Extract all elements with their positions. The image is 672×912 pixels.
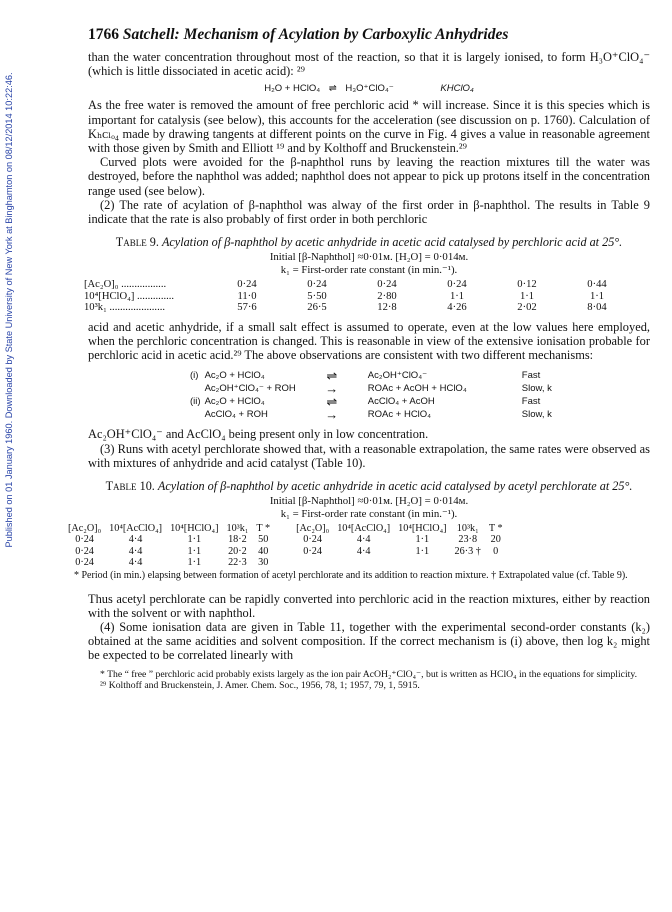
equation-1 <box>88 83 650 94</box>
mechanism-products: ROAc + HClO₄ <box>367 409 432 421</box>
table-cell: 0·24 <box>75 545 94 557</box>
table-cell: 4·4 <box>128 545 143 557</box>
column-header: 10⁴[AcClO₄] <box>337 522 391 534</box>
mechanism-reactants: Ac₂O + HClO₄ <box>204 370 265 382</box>
mechanism-reactants: AcClO₄ + ROH <box>204 409 268 421</box>
page-number: 1766 <box>88 26 119 43</box>
running-header <box>88 26 650 44</box>
paragraph-3: Curved plots were avoided for the β-naphthol runs by leaving the reaction mixtures till the water was destroyed, before the naphthol was added; naphthol does not appear to pick up protons itself in the concentration range used (see below). <box>88 155 650 198</box>
table-cell: 1·1 <box>589 290 605 302</box>
table-cell: 26·3 † <box>454 545 481 557</box>
mechanism-step <box>188 408 554 421</box>
table-cell: 0·24 <box>303 534 322 546</box>
mechanism-products: Ac₂OH⁺ClO₄⁻ <box>367 370 428 382</box>
row-label: [Ac₂O]₀ ................. <box>84 279 167 291</box>
table-row <box>84 279 632 291</box>
paragraph-8: Thus acetyl perchlorate can be rapidly converted into perchloric acid in the reaction mixtures, either by reaction with the solvent or with naphthol. <box>88 591 650 620</box>
table9-caption-text: Acylation of β-naphthol by acetic anhydride in acetic acid catalysed by perchloric acid at 25°. <box>161 235 623 250</box>
table-row <box>64 546 507 557</box>
column-header: [Ac₂O]₀ <box>68 522 102 534</box>
table-cell: 20 <box>490 534 501 546</box>
column-header: 10³k₁ <box>226 522 249 534</box>
paper-page <box>68 26 650 691</box>
table-cell: 1·1 <box>187 545 202 557</box>
row-label: 10⁴[HClO₄] .............. <box>84 290 175 302</box>
mechanism-products: AcClO₄ + AcOH <box>367 396 435 408</box>
table-cell: 4·4 <box>128 534 143 546</box>
table-cell: 8·04 <box>587 302 607 314</box>
mechanism-number: (i) <box>190 370 199 382</box>
table-cell: 0·24 <box>447 279 467 291</box>
footnote-2: ²⁹ Kolthoff and Bruckenstein, J. Amer. Chem. Soc., 1956, 78, 1; 1957, 79, 1, 5915. <box>100 679 420 691</box>
table-cell: 26·5 <box>307 302 327 314</box>
table10-caption <box>88 479 650 493</box>
row-label: 10³k₁ ..................... <box>84 302 166 314</box>
mechanism-reactants: Ac₂OH⁺ClO₄⁻ + ROH <box>204 383 296 395</box>
table-cell: 30 <box>258 556 269 568</box>
running-title: Satchell: Mechanism of Acylation by Carboxylic Anhydrides <box>122 26 509 43</box>
mechanism-number: (ii) <box>190 396 201 408</box>
watermark-text: Published on 01 January 1960. Downloaded by State University of New York at Binghamton on 08/12/2014 10:22:46. <box>4 72 14 548</box>
table-cell: 4·26 <box>447 302 467 314</box>
table-cell: 0·44 <box>587 279 607 291</box>
table9-k-definition: k₁ = First-order rate constant (in min.⁻¹). <box>280 264 458 277</box>
table-cell: 0·12 <box>517 279 537 291</box>
paragraph-1: than the water concentration throughout most of the reaction, so that it is largely ionised, to form H₃O⁺ClO₄⁻ (which is little dissociated in acetic acid): ²⁹ <box>88 50 650 79</box>
table-row <box>84 291 632 303</box>
table-cell: 22·3 <box>228 556 247 568</box>
paragraph-5: acid and acetic anhydride, if a small salt effect is assumed to operate, even at the low values here employed, when the perchloric concentration is changed. This is reasonable in view of the extensive ionisation probable for perchloric acid in acetic acid.²⁹ The above observations are consistent with two different mechanisms: <box>88 319 650 363</box>
column-header: 10⁴[HClO₄] <box>170 522 219 534</box>
eq1-constant: KHClO₄ <box>440 83 474 95</box>
eq1-arrow: ⇌ <box>328 83 337 95</box>
table9-caption <box>88 235 650 249</box>
table-row <box>84 302 632 314</box>
table10-label: Table 10. <box>105 478 155 493</box>
table-cell: 20·2 <box>228 545 247 557</box>
table-cell: 1·1 <box>519 290 535 302</box>
reaction-arrow: → <box>325 407 339 423</box>
table-cell: 4·4 <box>128 556 143 568</box>
paragraph-7: (3) Runs with acetyl perchlorate showed that, with a reasonable extrapolation, the same rates were observed as with mixtures of anhydride and acid catalyst (Table 10). <box>88 441 650 470</box>
table-cell: 57·6 <box>237 302 257 314</box>
column-header: T * <box>256 522 271 534</box>
table-cell: 23·8 <box>458 534 478 546</box>
table-cell: 0 <box>493 545 499 557</box>
table-cell: 1·1 <box>449 290 465 302</box>
table-cell <box>333 557 394 568</box>
mechanism-step <box>188 369 554 382</box>
table9-label: Table 9. <box>115 235 159 250</box>
paragraph-2: As the free water is removed the amount of free perchloric acid * will increase. Since it is this species which is important for catalysis (see below), this accounts for the acceleration (see discussion on p. 1760). Calculation of Kₕᴄₗₒ₄ made by drawing tangents at different points on the curve in Fig. 4 gives a value in reasonable agreement with those given by Smith and Elliott ¹⁹ and by Kolthoff and Bruckenstein.²⁹ <box>88 98 650 156</box>
table-cell: 4·4 <box>356 545 371 557</box>
reaction-arrow: ⇌ <box>326 394 338 410</box>
mechanism-rate-note: Fast <box>521 396 541 408</box>
table-cell: 2·80 <box>377 290 397 302</box>
table-row <box>64 557 507 568</box>
table-cell <box>274 557 333 568</box>
paragraph-4: (2) The rate of acylation of β-naphthol was alway of the first order in β-naphthol. The results in Table 9 indicate that the rate is also probably of first order in both perchloric <box>88 197 650 227</box>
column-header: 10⁴[HClO₄] <box>398 522 447 534</box>
column-header: 10⁴[AcClO₄] <box>109 522 163 534</box>
table-cell: 2·02 <box>517 302 537 314</box>
table-cell: 0·24 <box>75 556 94 568</box>
table-cell: 40 <box>258 545 269 557</box>
footnotes <box>88 669 650 691</box>
column-header: T * <box>488 522 503 534</box>
table-cell <box>394 557 450 568</box>
table10-caption-text: Acylation of β-naphthol by acetic anhydride in acetic acid catalysed by acetyl perchlorate at 25°. <box>157 478 633 493</box>
mechanism-number <box>188 382 203 395</box>
table10-k-definition: k₁ = First-order rate constant (in min.⁻¹). <box>280 507 458 520</box>
table-cell: 0·24 <box>303 545 322 557</box>
table-cell: 12·8 <box>377 302 397 314</box>
table-cell: 1·1 <box>187 556 202 568</box>
mechanism-reactants: Ac₂O + HClO₄ <box>204 396 265 408</box>
mechanism-step <box>188 395 554 408</box>
table-cell: 0·24 <box>307 279 327 291</box>
mechanism-step <box>188 382 554 395</box>
eq1-lhs: H₂O + HClO₄ <box>264 83 321 95</box>
eq1-rhs: H₃O⁺ClO₄⁻ <box>345 83 394 95</box>
footnote-1: * The “ free ” perchloric acid probably exists largely as the ion pair AcOH₂⁺ClO₄⁻, but is written as HClO₄ in the equations for simplicity. <box>100 668 637 680</box>
table-9 <box>84 279 632 314</box>
table-cell: 1·1 <box>187 534 202 546</box>
paragraph-9: (4) Some ionisation data are given in Table 11, together with the experimental second-order constants (k₂) obtained at the same acidities and solvent composition. If the correct mechanism is (i) above, then log k₂ might be expected to be correlated linearly with <box>88 620 650 663</box>
table-cell: 18·2 <box>228 534 247 546</box>
table-10 <box>64 523 507 568</box>
table-cell: 0·24 <box>75 534 94 546</box>
mechanism-rate-note: Fast <box>521 370 541 382</box>
reaction-arrow: ⇌ <box>326 368 338 384</box>
table-cell: 11·0 <box>237 290 257 302</box>
reaction-arrow: → <box>325 381 339 397</box>
table9-initial: Initial [β-Naphthol] ≈0·01м. [H₂O] = 0·014м. <box>269 251 469 264</box>
table-row <box>64 534 507 545</box>
mechanisms <box>188 369 650 421</box>
paragraph-6: Ac₂OH⁺ClO₄⁻ and AcClO₄ being present only in low concentration. <box>88 427 429 442</box>
column-header: [Ac₂O]₀ <box>296 522 330 534</box>
table-cell: 1·1 <box>415 534 430 546</box>
table-cell: 1·1 <box>415 545 430 557</box>
table10-footnote: * Period (in min.) elapsing between formation of acetyl perchlorate and its addition to reaction mixture. † Extrapolated value (cf. Table 9). <box>74 570 628 582</box>
table-cell <box>451 557 485 568</box>
table-cell <box>485 557 507 568</box>
table10-initial: Initial [β-Naphthol] ≈0·01м. [H₂O] = 0·014м. <box>269 494 469 507</box>
table-cell: 50 <box>258 534 269 546</box>
download-watermark <box>2 40 16 580</box>
mechanism-number <box>188 408 203 421</box>
table-cell: 0·24 <box>377 279 397 291</box>
table-cell: 0·24 <box>237 279 257 291</box>
table-cell: 4·4 <box>356 534 371 546</box>
mechanism-products: ROAc + AcOH + HClO₄ <box>367 383 467 395</box>
mechanism-rate-note: Slow, k <box>521 383 552 395</box>
column-header: 10³k₁ <box>456 522 479 534</box>
mechanism-rate-note: Slow, k <box>521 409 552 421</box>
table-cell: 5·50 <box>307 290 327 302</box>
table-header-row <box>64 523 507 534</box>
